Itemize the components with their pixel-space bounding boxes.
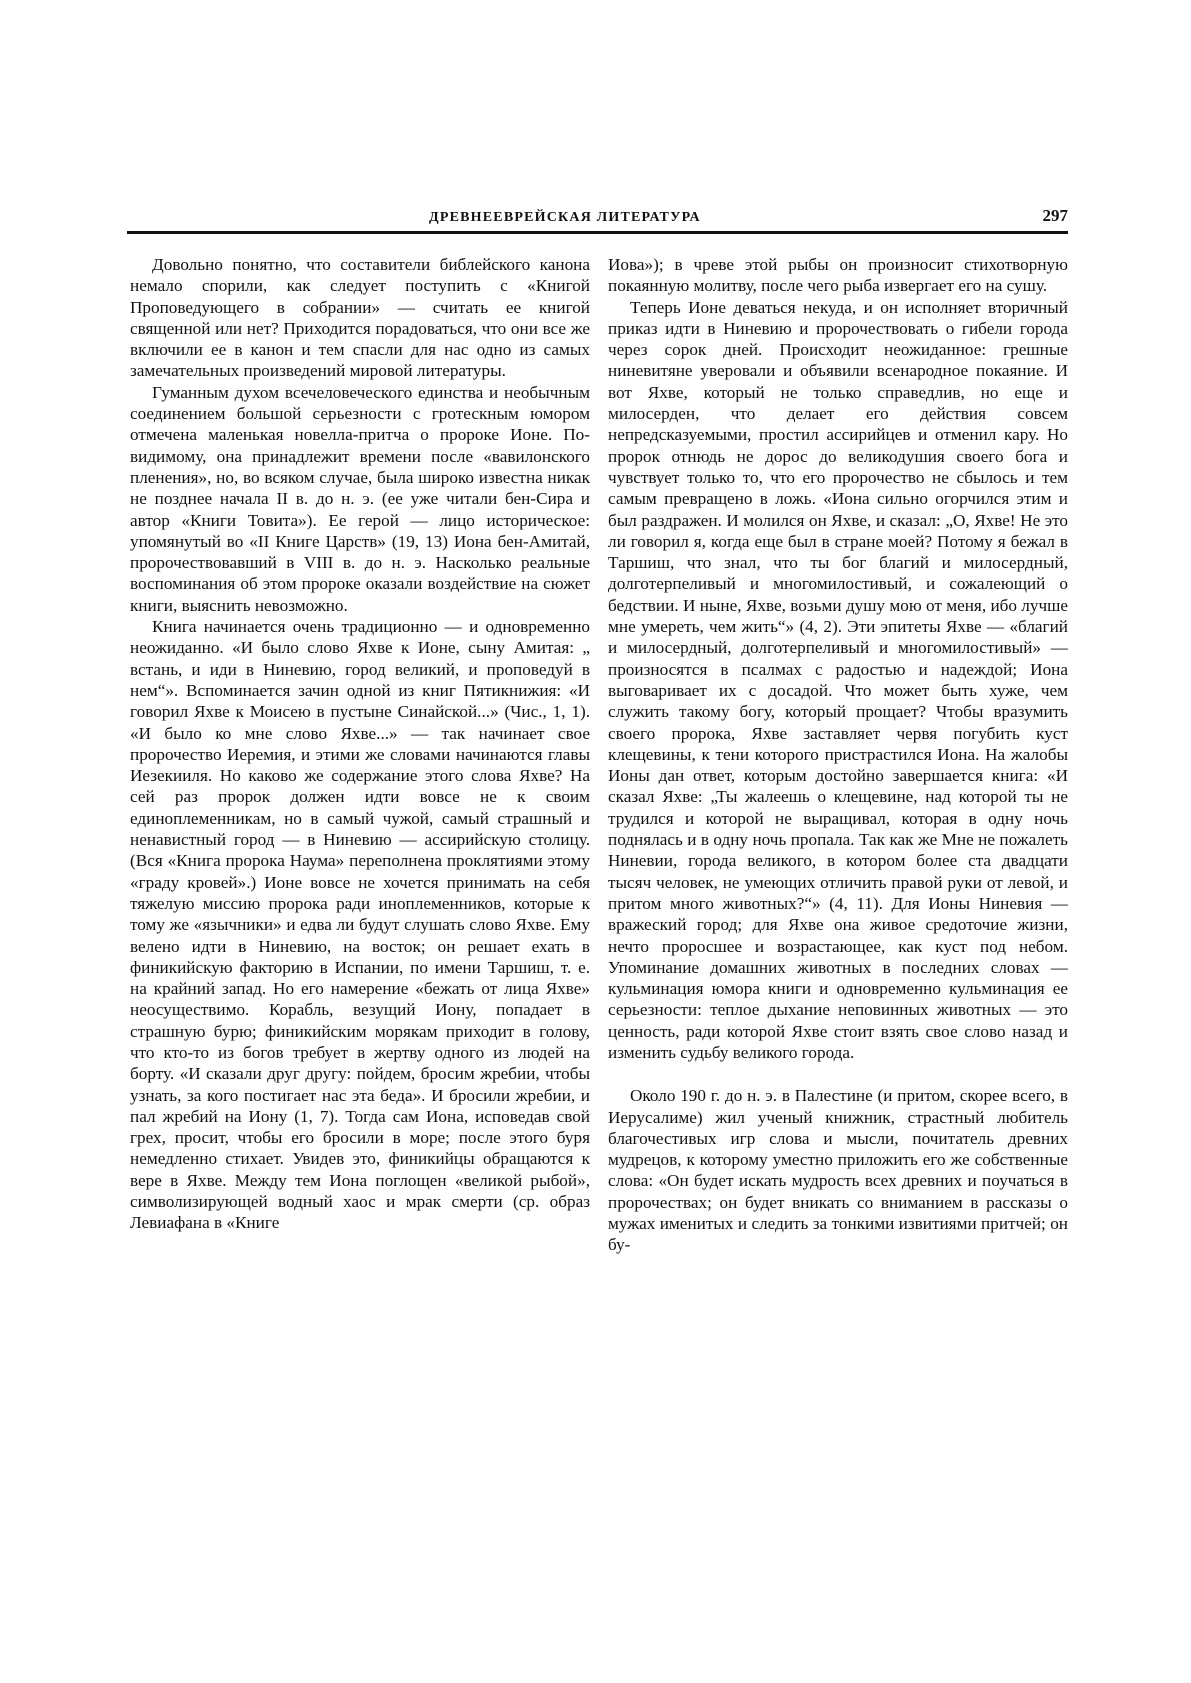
paragraph: Теперь Ионе деваться некуда, и он исполняет вторичный приказ идти в Ниневию и пророчествовать о гибели города через сорок дней. Происходит неожиданное: грешные ниневитяне уверовали и объявили всенародное покаяние. И вот Яхве, который не только справедлив, но еще и милосерден, что делает его действия совсем непредсказуемыми, простил ассирийцев и отменил кару. Но пророк отнюдь не дорос до великодушия своего бога и чувствует только то, что его пророчество не сбылось и тем самым превращено в ложь. «Иона сильно огорчился этим и был раздражен. И молился он Яхве, и сказал: „О, Яхве! Не это ли говорил я, когда еще был в стране моей? Потому я бежал в Таршиш, что знал, что ты бог благий и милосердный, долготерпеливый и многомилостивый, и сожалеющий о бедствии. И ныне, Яхве, возьми душу мою от меня, ибо лучше мне умереть, чем жить“» (4, 2). Эти эпитеты Яхве — «благий и милосердный, долготерпеливый и многомилостивый» — произносятся в псалмах с радостью и надеждой; Иона выговаривает их с досадой. Что может быть хуже, чем служить такому богу, который прощает? Чтобы вразумить своего пророка, Яхве заставляет червя погубить куст клещевины, к тени которого пристрастился Иона. На жалобы Ионы дан ответ, которым достойно завершается книга: «И сказал Яхве: „Ты жалеешь о клещевине, над которой ты не трудился и которой не выращивал, которая в одну ночь поднялась и в одну ночь пропала. Так как же Мне не пожалеть Ниневии, города великого, в котором более ста двадцати тысяч человек, не умеющих отличить правой руки от левой, и притом много животных?“» (4, 11). Для Ионы Ниневия — вражеский город; для Яхве она живое средоточие жизни, нечто проросшее и возрастающее, как куст под небом. Упоминание домашних животных в последних словах — кульминация юмора книги и одновременно кульминация ее серьезности: теплое дыхание неповинных животных — это ценность, ради которой Яхве стоит взять свое слово назад и изменить судьбу великого города.: [608, 297, 1068, 1062]
paragraph-continuation: Иова»); в чреве этой рыбы он произносит стихотворную покаянную молитву, после чего рыба извергает его на сушу.: [608, 255, 1068, 296]
paragraph: Гуманным духом всечеловеческого единства и необычным соединением большой серьезности с гротескным юмором отмечена маленькая новелла-притча о пророке Ионе. По-видимому, она принадлежит времени после «вавилонского пленения», но, во всяком случае, была широко известна никак не позднее начала II в. до н. э. (ее уже читали бен-Сира и автор «Книги Товита»). Ее герой — лицо историческое: упомянутый во «II Книге Царств» (19, 13) Иона бен-Амитай, пророчествовавший в VIII в. до н. э. Насколько реальные воспоминания об этом пророке оказали воздействие на сюжет книги, выяснить невозможно.: [130, 382, 590, 615]
running-title: ДРЕВНЕЕВРЕЙСКАЯ ЛИТЕРАТУРА: [429, 210, 701, 225]
header-rule: [127, 231, 1068, 234]
left-column: [130, 254, 590, 1234]
paragraph: Довольно понятно, что составители библейского канона немало спорили, как следует поступить с «Книгой Проповедующего в собрании» — считать ее книгой священной или нет? Приходится порадоваться, что они все же включили ее в канон и тем спасли для нас одно из самых замечательных произведений мировой литературы.: [130, 255, 590, 381]
paragraph: Около 190 г. до н. э. в Палестине (и притом, скорее всего, в Иерусалиме) жил ученый книжник, страстный любитель благочестивых игр слова и мысли, почитатель древних мудрецов, к которому уместно приложить его же собственные слова: «Он будет искать мудрость всех древних и поучаться в пророчествах; он будет вникать со вниманием в рассказы о мужах именитых и следить за тонкими извитиями притчей; он бу-: [608, 1086, 1068, 1255]
page-header: [127, 206, 1068, 230]
page-number: 297: [1042, 206, 1068, 225]
right-column: [608, 254, 1068, 1256]
paragraph: Книга начинается очень традиционно — и одновременно неожиданно. «И было слово Яхве к Ионе, сыну Амитая: „ встань, и иди в Ниневию, город великий, и проповедуй в нем“». Вспоминается зачин одной из книг Пятикнижия: «И говорил Яхве к Моисею в пустыне Синайской...» (Чис., 1, 1). «И было ко мне слово Яхве...» — так начинает свое пророчество Иеремия, и этими же словами начинаются главы Иезекииля. Но каково же содержание этого слова Яхве? На сей раз пророк должен идти вовсе не к своим единоплеменникам, но в самый чужой, самый страшный и ненавистный город — в Ниневию — ассирийскую столицу. (Вся «Книга пророка Наума» переполнена проклятиями этому «граду кровей».) Ионе вовсе не хочется принимать на себя тяжелую миссию пророка ради иноплеменников, которые к тому же «язычники» и едва ли будут слушать слово Яхве. Ему велено идти в Ниневию, на восток; он решает ехать в финикийскую факторию в Испании, по имени Таршиш, т. е. на крайний запад. Но его намерение «бежать от лица Яхве» неосуществимо. Корабль, везущий Иону, попадает в страшную бурю; финикийским морякам приходит в голову, что кто-то из богов требует в жертву одного из людей на борту. «И сказали друг другу: пойдем, бросим жребии, чтобы узнать, за кого постигает нас эта беда». И бросили жребии, и пал жребий на Иону (1, 7). Тогда сам Иона, исповедав свой грех, просит, чтобы его бросили в море; после этого буря немедленно стихает. Увидев это, финикийцы обращаются к вере в Яхве. Между тем Иона поглощен «великой рыбой», символизирующей водный хаос и мрак смерти (ср. образ Левиафана в «Книге: [130, 617, 590, 1233]
